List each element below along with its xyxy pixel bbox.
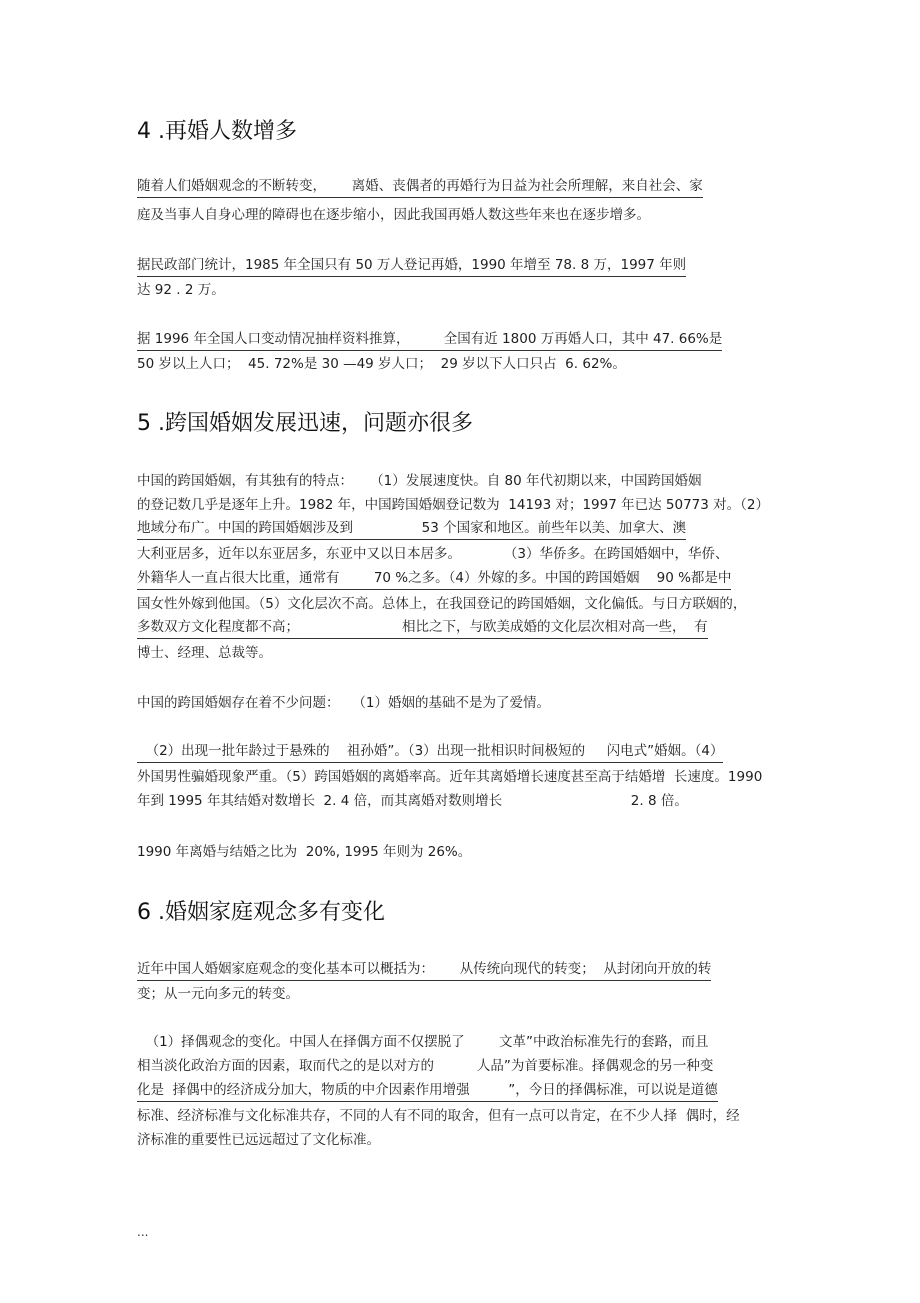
section-heading-6: 6 .婚姻家庭观念多有变化 <box>137 900 385 925</box>
paragraph-line: 标准、经济标准与文化标准共存，不同的人有不同的取舍，但有一点可以肯定，在不少人择 偶时，经 <box>137 1108 740 1124</box>
paragraph-line: 据 1996 年全国人口变动情况抽样资料推算， 全国有近 1800 万再婚人口，其中 47. 66%是 <box>137 329 722 351</box>
paragraph-line: 中国的跨国婚姻，有其独有的特点： （1）发展速度快。自 80 年代初期以来，中国跨国婚姻 <box>137 473 702 489</box>
paragraph-line: 年到 1995 年其结婚对数增长 2. 4 倍，而其离婚对数则增长 2. 8 倍。 <box>137 793 688 809</box>
paragraph-line: 济标准的重要性已远远超过了文化标准。 <box>137 1132 380 1148</box>
paragraph-line: 化是 择偶中的经济成分加大，物质的中介因素作用增强 ”，今日的择偶标准，可以说是道德 <box>137 1080 718 1102</box>
section-heading-4: 4 .再婚人数增多 <box>137 119 297 144</box>
paragraph-line: 大利亚居多，近年以东亚居多，东亚中又以日本居多。 （3）华侨多。在跨国婚姻中，华侨、 <box>137 546 729 562</box>
paragraph-line: 50 岁以上人口； 45. 72%是 30 —49 岁人口； 29 岁以下人口只占 6. 62%。 <box>137 356 626 372</box>
paragraph-line: 外国男性骗婚现象严重。（5）跨国婚姻的离婚率高。近年其离婚增长速度甚至高于结婚增 长速度。1990 <box>137 769 763 785</box>
paragraph-line: 随着人们婚姻观念的不断转变， 离婚、丧偶者的再婚行为日益为社会所理解，来自社会、家 <box>137 176 703 198</box>
paragraph-line: 外籍华人一直占很大比重，通常有 70 %之多。（4）外嫁的多。中国的跨国婚姻 90 %都是中 <box>137 568 731 590</box>
section-heading-5: 5 .跨国婚姻发展迅速，问题亦很多 <box>137 411 473 436</box>
paragraph-line: 国女性外嫁到他国。（5）文化层次不高。总体上，在我国登记的跨国婚姻，文化偏低。与日方联姻的， <box>137 596 747 612</box>
paragraph-line: 相当淡化政治方面的因素，取而代之的是以对方的 人品”为首要标准。择偶观念的另一种变 <box>137 1058 714 1074</box>
paragraph-line: 庭及当事人自身心理的障碍也在逐步缩小，因此我国再婚人数这些年来也在逐步增多。 <box>137 207 650 223</box>
footer-ellipsis: ... <box>137 1225 149 1239</box>
paragraph-line: 近年中国人婚姻家庭观念的变化基本可以概括为： 从传统向现代的转变； 从封闭向开放的转 <box>137 959 711 981</box>
paragraph-line: 1990 年离婚与结婚之比为 20%, 1995 年则为 26%。 <box>137 844 472 860</box>
paragraph-line: 变；从一元向多元的转变。 <box>137 986 299 1002</box>
paragraph-line: 博士、经理、总裁等。 <box>137 645 272 661</box>
paragraph-line: 据民政部门统计，1985 年全国只有 50 万人登记再婚，1990 年增至 78. 8 万，1997 年则 <box>137 255 686 277</box>
paragraph-line: 多数双方文化程度都不高； 相比之下，与欧美成婚的文化层次相对高一些， 有 <box>137 617 708 639</box>
paragraph-line: 达 92 . 2 万。 <box>137 282 225 298</box>
paragraph-line: （2）出现一批年龄过于悬殊的 祖孙婚”。（3）出现一批相识时间极短的 闪电式”婚姻。（4） <box>137 741 723 763</box>
paragraph-line: 中国的跨国婚姻存在着不少问题： （1）婚姻的基础不是为了爱情。 <box>137 695 550 711</box>
paragraph-line: 的登记数几乎是逐年上升。1982 年，中国跨国婚姻登记数为 14193 对；1997 年已达 50773 对。（2） <box>137 497 769 513</box>
paragraph-line: 地域分布广。中国的跨国婚姻涉及到 53 个国家和地区。前些年以美、加拿大、澳 <box>137 518 686 540</box>
paragraph-line: （1）择偶观念的变化。中国人在择偶方面不仅摆脱了 文革”中政治标准先行的套路，而且 <box>137 1034 709 1050</box>
